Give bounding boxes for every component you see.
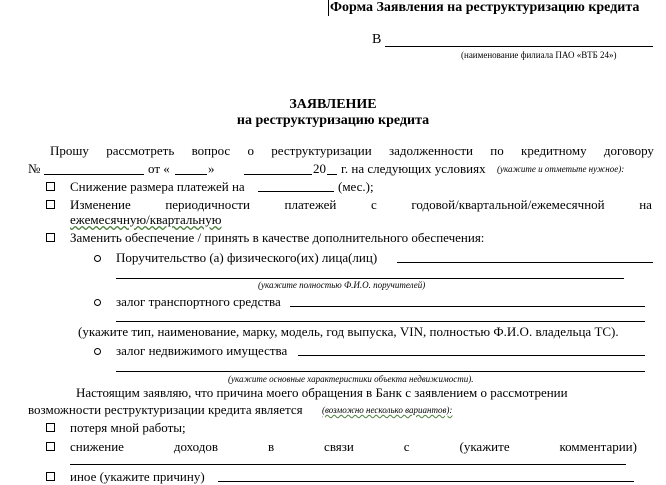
change-periodicity-line-2: ежемесячную/квартальную: [70, 212, 222, 227]
reason-line-2: возможности реструктуризации кредита является: [28, 402, 303, 417]
guarantee-bullet: [94, 255, 101, 262]
realty-hint: (укажите основные характеристики объекта недвижимости).: [228, 374, 474, 384]
reduce-months-suffix: (мес.);: [338, 179, 374, 194]
contract-no-label: №: [28, 161, 41, 176]
contract-from-label: от «: [148, 161, 170, 176]
conditions-hint: (укажите и отметьте нужное):: [497, 164, 625, 174]
other-reason-checkbox[interactable]: [46, 472, 55, 481]
realty-bullet: [94, 348, 101, 355]
income-comment-line[interactable]: [70, 464, 626, 465]
realty-input-line-2[interactable]: [116, 371, 645, 372]
change-periodicity-line-1: Изменение периодичности платежей с годовой/квартальной/ежемесячной на: [70, 197, 652, 212]
doc-subheading: на реструктуризацию кредита: [236, 113, 430, 128]
guarantee-input-line-2[interactable]: [116, 278, 624, 279]
other-reason-label: иное (укажите причину): [70, 469, 205, 484]
job-loss-checkbox[interactable]: [46, 423, 55, 432]
vehicle-bullet: [94, 299, 101, 306]
vehicle-input-line-2[interactable]: [116, 321, 645, 322]
form-title: Форма Заявления на реструктуризацию кредита: [330, 0, 640, 15]
intro-line-1: Прошу рассмотреть вопрос о реструктуризации задолженности по кредитному договору: [50, 143, 654, 158]
vehicle-hint: (укажите тип, наименование, марку, модель, год выпуска, VIN, полностью Ф.И.О. владельца ТС).: [78, 324, 619, 339]
reduce-months-line[interactable]: [258, 191, 334, 192]
collateral-checkbox[interactable]: [46, 233, 55, 242]
contract-year-prefix: 20: [313, 161, 326, 176]
contract-day-line[interactable]: [175, 174, 207, 175]
branch-prefix: В: [372, 32, 382, 47]
branch-hint: (наименование филиала ПАО «ВТБ 24»): [461, 50, 617, 60]
change-periodicity-checkbox[interactable]: [46, 200, 55, 209]
branch-input-line[interactable]: [385, 46, 653, 47]
vehicle-input-line-1[interactable]: [290, 306, 645, 307]
contract-conditions-text: г. на следующих условиях: [341, 161, 486, 176]
vehicle-label: залог транспортного средства: [116, 294, 281, 309]
doc-heading: ЗАЯВЛЕНИЕ: [289, 97, 377, 112]
guarantee-hint: (укажите полностью Ф.И.О. поручителей): [258, 280, 426, 290]
realty-input-line-1[interactable]: [298, 355, 645, 356]
reduce-payments-label: Снижение размера платежей на: [70, 179, 245, 194]
contract-quote-close: »: [208, 161, 215, 176]
guarantee-input-line-1[interactable]: [397, 262, 653, 263]
reason-hint: (возможно несколько вариантов):: [322, 405, 453, 415]
collateral-label: Заменить обеспечение / принять в качестве дополнительного обеспечения:: [70, 230, 485, 245]
guarantee-label: Поручительство (а) физического(их) лица(лиц): [116, 250, 378, 265]
job-loss-label: потеря мной работы;: [70, 420, 186, 435]
income-drop-label: снижение доходов в связи с (укажите комментарии): [70, 439, 637, 454]
contract-year-line[interactable]: [327, 174, 337, 175]
income-drop-checkbox[interactable]: [46, 442, 55, 451]
realty-label: залог недвижимого имущества: [116, 343, 288, 358]
reduce-payments-checkbox[interactable]: [46, 182, 55, 191]
contract-number-line[interactable]: [44, 174, 144, 175]
contract-month-line[interactable]: [244, 174, 312, 175]
reason-line-1: Настоящим заявляю, что причина моего обращения в Банк с заявлением о рассмотрении: [76, 385, 568, 400]
other-reason-line[interactable]: [218, 481, 634, 482]
